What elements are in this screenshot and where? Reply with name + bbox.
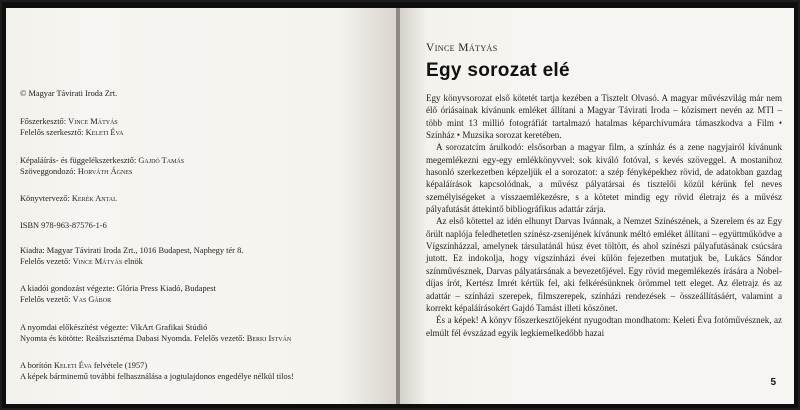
right-page [400,8,794,404]
book-spread [2,2,798,408]
chapter-title: Egy sorozat elé [426,60,570,81]
copyright-line: © Magyar Távirati Iroda Zrt. [20,89,118,98]
care-lead-line: Felelős vezető: Vas Gábor [20,295,112,304]
responsible-editor-line: Felelős szerkesztő: Keleti Éva [20,128,124,137]
page-number: 5 [770,377,776,388]
author-name: Vince Mátyás [426,42,498,54]
photo-editor-line: Képaláírás- és függelékszerkesztő: Gajdó Tamás [20,156,185,165]
paragraph: Egy könyvsorozat első kötetét tartja kezében a Tisztelt Olvasó. A magyar művészvilág már nem élő óriásainak kívánunk emléket állítani a Magyar Távirati Iroda – közismert nevén az MTI – több mint 13 millió fotográfiát tartalmazó hatalmas képarchívumára támaszkodva a Film • Színház • Muzsika sorozat keretében. [426,93,782,141]
paragraph: A sorozatcím árulkodó: elsősorban a magyar film, a színház és a zene nagyjairól kívánunk megemlékezni egy-egy emlékkönyvvel: sok kiváló fotóval, s kevés szöveggel. A mostanihoz hasonló szerkezetben képzeljük el a sorozatot: a szép fényképekhez rövid, de adatokban gazdag képaláírások kapcsolódnak, a művész pályatársai és tisztelői közül kérünk fel neves személyiségeket a visszaemlékezésre, s a kötetet mindig egy rövid életrajz és a művész pályafutását áttekintő bibliográfikus adattár zárja. [426,142,782,215]
printing-line: Nyomta és kötötte: Reálszisztéma Dabasi Nyomda. Felelős vezető: Berki István [20,334,292,343]
text-editor-line: Szöveggondozó: Horváth Ágnes [20,167,133,176]
prepress-line: A nyomdai előkészítést végezte: VikArt Grafikai Stúdió [20,323,208,332]
care-line: A kiadói gondozást végezte: Glória Press Kiadó, Budapest [20,284,216,293]
isbn-line: ISBN 978-963-87576-1-6 [20,221,107,230]
publisher-line: Kiadta: Magyar Távirati Iroda Zrt., 1016 Budapest, Naphegy tér 8. [20,246,244,255]
rights-line: A képek bárminemű további felhasználása a jogtulajdonos engedélye nélkül tilos! [20,372,294,381]
paragraph: És a képek! A könyv főszerkesztőjeként nyugodtan mondhatom: Keleti Éva fotóművésznek, az elmúlt fél évszázad egyik legkiemelkedőbb hazai [426,315,782,338]
cover-photo-line: A borítón Keleti Éva felvétele (1957) [20,361,148,370]
publisher-lead-line: Felelős vezető: Vince Mátyás elnök [20,257,143,266]
paragraph: Az első kötettel az idén elhunyt Darvas Ivánnak, a Nemzet Színészének, a Szerelem és az Egy őrült naplója feledhetetlen színész-zsenijének kívánunk méltó emléket állítani – együttműködve a Vígszínházzal, amelynek társulatánál húsz évet töltött, és ahol színészi pályafutásának csúcsára jutott. Ez indokolja, hogy vígszínházi évei külön fejezetben mutatjuk be, Lukács Sándor színművésznek, Darvas pályatársának a bevezetőjével. Egy rövid megemlékezés írására a Nobel-díjas írót, Kertész Imrét kértük fel, aki felkérésünknek örömmel tett eleget. Az életrajz és az adattár – színházi szerepek, filmszerepek, színházi rendezések – összeállításáért, valamint a korrekt képaláírásokért Gajdó Tamást illeti köszönet. [426,216,782,313]
left-page [6,8,396,404]
body-text [426,92,782,339]
chief-editor-line: Főszerkesztő: Vince Mátyás [20,117,118,126]
designer-line: Könyvtervező: Kerék Antal [20,194,117,203]
